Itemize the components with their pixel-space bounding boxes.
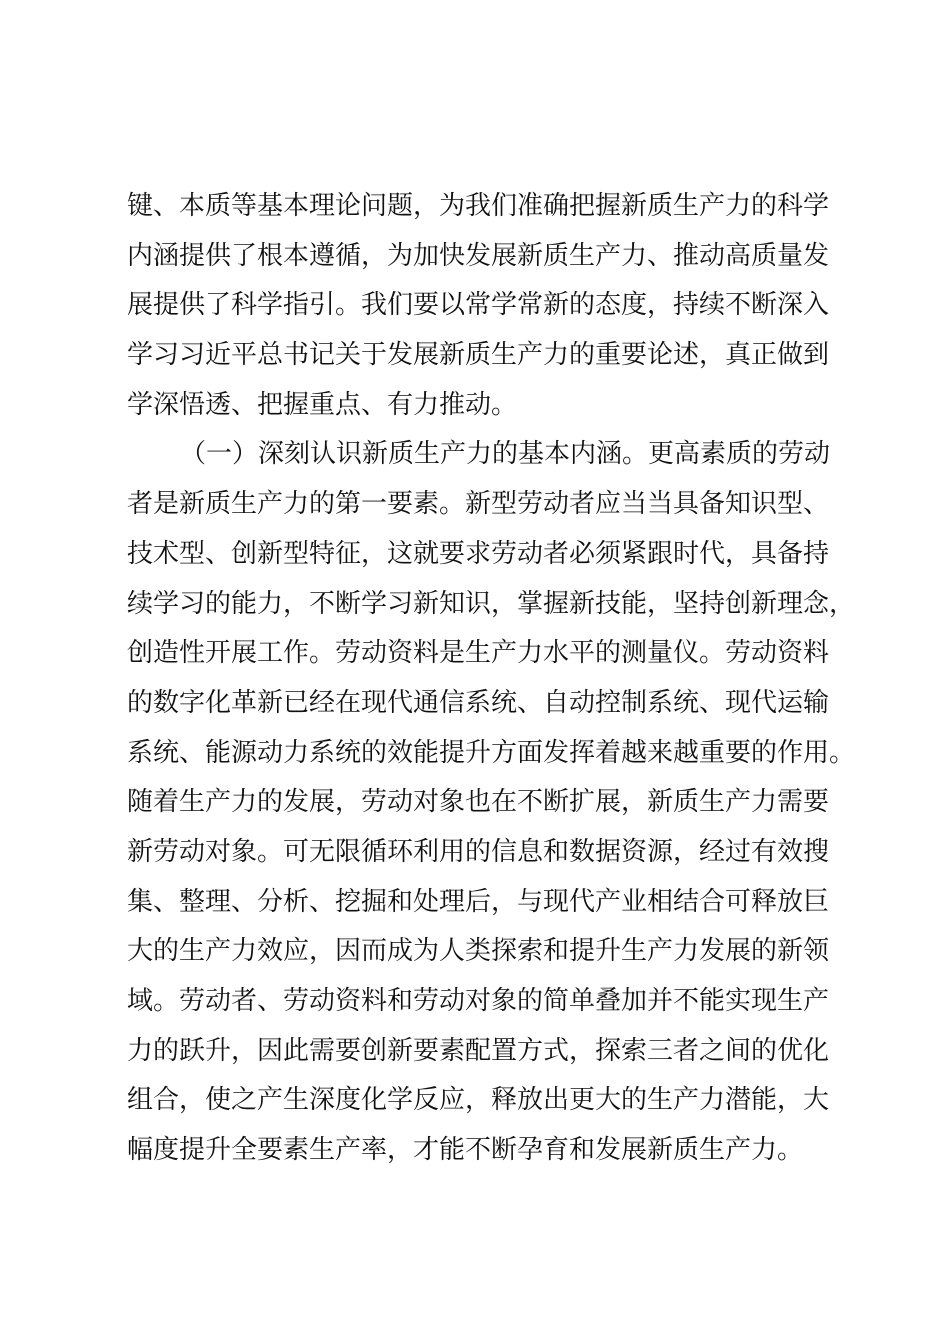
text-line: 组合，使之产生深度化学反应，释放出更大的生产力潜能，大 <box>127 1085 830 1116</box>
section-heading-line: （一）深刻认识新质生产力的基本内涵。更高素质的劳动 <box>180 439 831 470</box>
text-line: 系统、能源动力系统的效能提升方面发挥着越来越重要的作用。 <box>127 737 856 768</box>
text-line: 域。劳动者、劳动资料和劳动对象的简单叠加并不能实现生产 <box>127 986 830 1016</box>
text-line: 键、本质等基本理论问题，为我们准确把握新质生产力的科学 <box>127 191 830 221</box>
body-text <box>127 182 856 1176</box>
text-line: 集、整理、分析、挖掘和处理后，与现代产业相结合可释放巨 <box>127 886 830 917</box>
text-line: 的数字化革新已经在现代通信系统、自动控制系统、现代运输 <box>127 687 830 718</box>
text-line: 展提供了科学指引。我们要以常学常新的态度，持续不断深入 <box>127 290 830 321</box>
text-line: 续学习的能力，不断学习新知识，掌握新技能，坚持创新理念， <box>127 588 856 619</box>
text-line: 随着生产力的发展，劳动对象也在不断扩展，新质生产力需要 <box>127 787 830 818</box>
text-line: 学深悟透、把握重点、有力推动。 <box>127 389 518 420</box>
text-line: 幅度提升全要素生产率，才能不断孕育和发展新质生产力。 <box>127 1135 804 1166</box>
text-line: 创造性开展工作。劳动资料是生产力水平的测量仪。劳动资料 <box>127 638 830 669</box>
text-line: 新劳动对象。可无限循环利用的信息和数据资源，经过有效搜 <box>127 836 830 867</box>
text-line: 者是新质生产力的第一要素。新型劳动者应当当具备知识型、 <box>127 489 830 520</box>
text-line: 力的跃升，因此需要创新要素配置方式，探索三者之间的优化 <box>127 1035 830 1066</box>
text-line: 大的生产力效应，因而成为人类探索和提升生产力发展的新领 <box>127 936 830 967</box>
text-line: 内涵提供了根本遵循，为加快发展新质生产力、推动高质量发 <box>127 240 830 271</box>
text-line: 技术型、创新型特征，这就要求劳动者必须紧跟时代，具备持 <box>127 538 830 569</box>
text-line: 学习习近平总书记关于发展新质生产力的重要论述，真正做到 <box>127 340 830 371</box>
